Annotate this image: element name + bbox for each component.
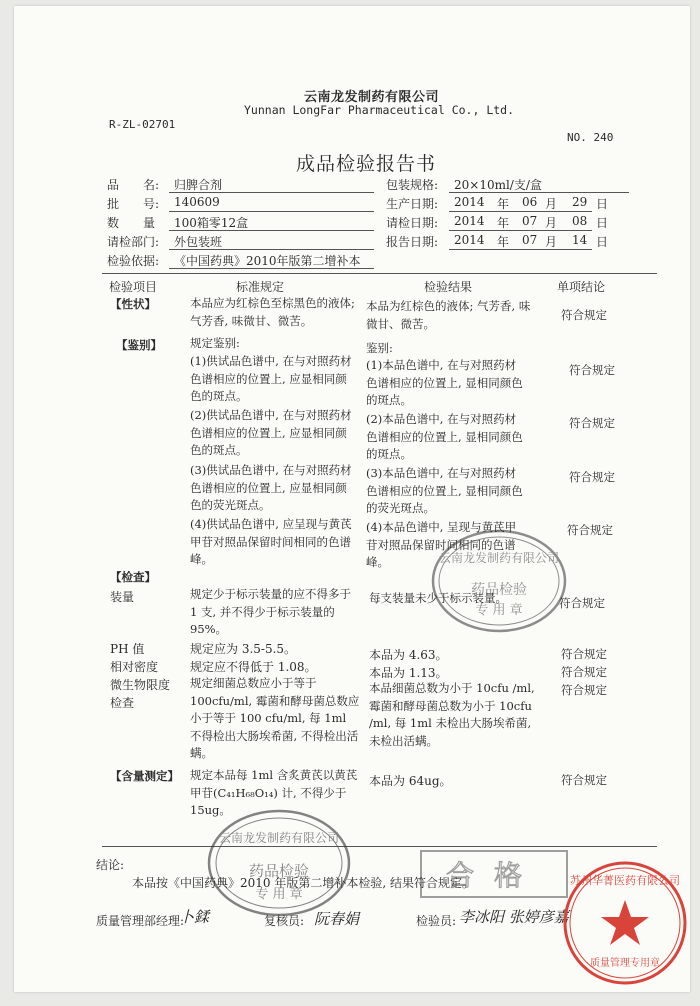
quantity-label: 数 量 [107,216,156,230]
underline [169,192,374,193]
qc-stamp-upper [429,526,569,636]
microbial-conclusion: 符合规定 [561,683,607,697]
conclusion-label: 结论: [96,858,125,872]
identification-result-1: (1)本品色谱中, 在与对照药材色谱相应的位置上, 显相同颜色的斑点。 [366,358,523,407]
spec-label: 包装规格: [386,178,439,192]
document-number: NO. 240 [567,131,614,144]
request-date-label: 请检日期: [386,216,439,230]
col-header-conclusion: 单项结论 [557,280,606,294]
report-title: 成品检验报告书 [296,153,437,175]
qc-stamp-upper-graphic [429,526,569,636]
svg-text:质量管理专用章: 质量管理专用章 [590,958,660,969]
production-date-label: 生产日期: [386,197,439,211]
svg-text:专 用 章: 专 用 章 [475,603,523,618]
underline [449,230,592,231]
svg-text:药品检验: 药品检验 [248,862,310,880]
underline [449,211,592,212]
identification-result-4: (4)本品色谱中, 呈现与黄芪甲苷对照品保留时间相同的色谱峰。 [366,520,517,569]
year-char: 年 [497,197,510,211]
batch-number: 140609 [174,195,220,209]
pass-stamp-graphic [419,849,569,899]
company-name-cn: 云南龙发制药有限公司 [304,90,440,105]
assay-result: 本品为 64ug。 [369,774,452,788]
assay-standard: 规定本品每 1ml 含炙黄芪以黄芪甲苷(C₄₁H₆₈O₁₄) 计, 不得少于 15ug。 [190,768,358,817]
microbial-item-line2: 检查 [110,696,135,710]
svg-text:药品检验: 药品检验 [471,582,527,598]
table-top-rule [102,273,657,274]
fill-volume-item: 装量 [110,590,135,604]
svg-text:专 用 章: 专 用 章 [255,887,303,902]
identification-result-2: (2)本品色谱中, 在与对照药材色谱相应的位置上, 显相同颜色的斑点。 [366,412,523,461]
qa-manager-signature: 卜鍒 [179,908,210,926]
ph-conclusion: 符合规定 [561,647,607,661]
qc-stamp-lower-graphic [204,806,354,921]
col-header-standard: 标准规定 [236,280,285,294]
identification-conclusion-4: 符合规定 [567,523,613,537]
underline [169,211,374,212]
microbial-item: 微生物限度 [110,678,171,692]
identification-result-intro: 鉴别: [366,341,393,355]
identification-conclusion-2: 符合规定 [569,416,615,430]
document-code: R-ZL-02701 [109,118,176,131]
report-page [14,6,690,992]
report-day: 14 [572,233,588,247]
year-char: 年 [497,216,510,230]
section-appearance: 【性状】 [110,297,156,311]
fill-volume-standard: 规定少于标示装量的应不得多于 1 支, 并不得少于标示装量的 95%。 [190,587,351,636]
batch-label: 批 号: [107,197,160,211]
basis-label: 检验依据: [107,254,160,268]
report-date-label: 报告日期: [386,235,439,249]
ph-item: PH 值 [110,642,145,656]
identification-conclusion-1: 符合规定 [569,363,615,377]
qc-stamp-lower [204,806,354,921]
appearance-conclusion: 符合规定 [561,308,607,322]
underline [449,249,592,250]
reviewer-label: 复核员: [264,914,305,928]
col-header-result: 检验结果 [424,280,473,294]
request-year: 2014 [454,214,485,228]
company-name-en: Yunnan LongFar Pharmaceutical Co., Ltd. [244,103,515,117]
request-day: 08 [572,214,588,228]
underline [169,249,374,250]
month-char: 月 [545,197,558,211]
inspection-basis: 《中国药典》2010年版第二增补本 [174,254,361,268]
svg-text:云南龙发制药有限公司: 云南龙发制药有限公司 [438,551,560,565]
section-identification: 【鉴别】 [116,338,162,352]
ph-standard: 规定应为 3.5-5.5。 [190,642,297,656]
svg-text:云南龙发制药有限公司: 云南龙发制药有限公司 [218,831,340,845]
identification-standard-4: (4)供试品色谱中, 应呈现与黄芪甲苷对照品保留时间相同的色谱峰。 [190,517,352,566]
product-name: 归脾合剂 [174,178,223,192]
fill-volume-result: 每支装量未少于标示装量。 [369,591,507,605]
underline [169,268,374,269]
production-year: 2014 [454,195,485,209]
svg-text:苏州华菁医药有限公司: 苏州华菁医药有限公司 [570,874,680,887]
production-month: 06 [522,195,538,209]
density-result: 本品为 1.13。 [369,666,448,680]
density-conclusion: 符合规定 [561,665,607,679]
svg-text:合格: 合格 [445,859,543,892]
identification-standard-2: (2)供试品色谱中, 在与对照药材色谱相应的位置上, 应显相同颜色的斑点。 [190,408,352,457]
conclusion-text: 本品按《中国药典》2010 年版第二增补本检验, 结果符合规定。 [132,876,474,890]
reviewer-signature: 阮春娟 [314,910,360,928]
microbial-result: 本品细菌总数为小于 10cfu /ml, 霉菌和酵母菌总数为小于 10cfu /ml, 每 1ml 未检出大肠埃希菌, 未检出活螨。 [369,681,535,748]
quantity: 100箱零12盒 [174,216,249,230]
identification-standard-intro: 规定鉴别: [190,336,240,350]
fill-volume-conclusion: 符合规定 [559,596,605,610]
production-day: 29 [572,195,588,209]
qa-manager-label: 质量管理部经理: [96,914,185,928]
inspector-label: 检验员: [416,914,457,928]
department-label: 请检部门: [107,235,160,249]
inspector-signature: 李冰阳 张婷彦嘉 [459,908,569,926]
month-char: 月 [545,235,558,249]
department: 外包装班 [174,235,223,249]
red-company-seal [562,860,688,986]
year-char: 年 [497,235,510,249]
month-char: 月 [545,216,558,230]
identification-conclusion-3: 符合规定 [569,470,615,484]
density-standard: 规定应不得低于 1.08。 [190,660,317,674]
product-label: 品 名: [107,178,160,192]
appearance-standard: 本品应为红棕色至棕黑色的液体; 气芳香, 味微甘、微苦。 [190,296,355,328]
identification-standard-3: (3)供试品色谱中, 在与对照药材色谱相应的位置上, 应显相同颜色的荧光斑点。 [190,463,352,512]
day-char: 日 [596,216,609,230]
section-assay: 【含量测定】 [110,769,179,783]
table-bottom-rule [102,846,657,847]
day-char: 日 [596,197,609,211]
section-tests: 【检查】 [110,570,156,584]
col-header-item: 检验项目 [109,280,158,294]
assay-conclusion: 符合规定 [561,773,607,787]
density-item: 相对密度 [110,660,159,674]
identification-standard-1: (1)供试品色谱中, 在与对照药材色谱相应的位置上, 应显相同颜色的斑点。 [190,354,352,403]
microbial-standard: 规定细菌总数应小于等于 100cfu/ml, 霉菌和酵母菌总数应小于等于 100 cfu/ml, 每 1ml 不得检出大肠埃希菌, 不得检出活螨。 [190,676,360,760]
red-seal-graphic [562,860,688,986]
underline [169,230,374,231]
report-year: 2014 [454,233,485,247]
pass-stamp [419,849,569,899]
request-month: 07 [522,214,538,228]
identification-result-3: (3)本品色谱中, 在与对照药材色谱相应的位置上, 显相同颜色的荧光斑点。 [366,466,523,515]
appearance-result: 本品为红棕色的液体; 气芳香, 味微甘、微苦。 [366,299,531,331]
ph-result: 本品为 4.63。 [369,648,448,662]
report-month: 07 [522,233,538,247]
underline [449,192,629,193]
package-spec: 20×10ml/支/盒 [454,178,542,192]
day-char: 日 [596,235,609,249]
